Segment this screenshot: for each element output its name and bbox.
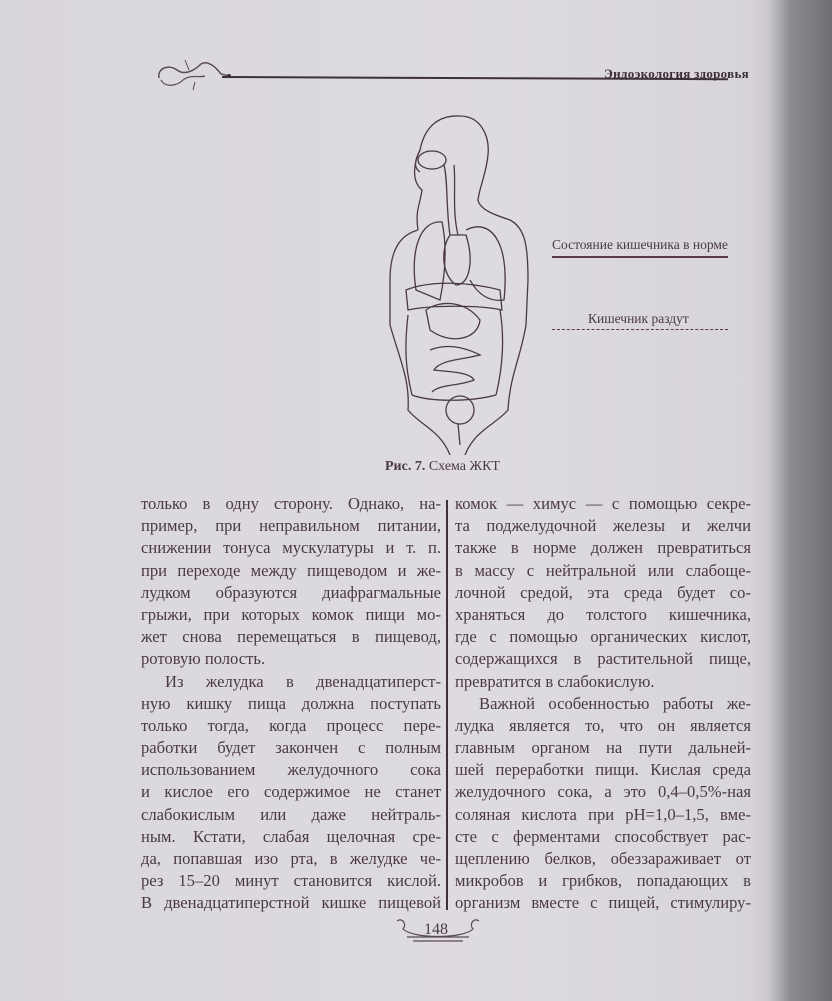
page-number: 148 [424,921,448,938]
text-line: и кислое его содержимое не станет [141,782,441,802]
text-line: пример, при неправильном питании, [141,516,441,536]
text-line: использованием желудочного сока [141,760,441,780]
caption-text: Схема ЖКТ [428,459,500,474]
text-line: шей переработки пищи. Кислая среда [455,760,751,780]
text-line: храняться до толстого кишечника, [455,604,751,624]
text-line: при переходе между пищеводом и же- [141,560,441,580]
text-line: организм вместе с пищей, стимулиру- [455,893,751,913]
text-line: жет снова перемещаться в пищевод, [141,627,441,647]
text-line: главным органом на пути дальней- [455,738,751,758]
text-line: ным. Кстати, слабая щелочная сре- [141,826,441,846]
text-line: работки будет закончен с полным [141,738,441,758]
text-line: Важной особенностью работы же- [479,693,751,713]
text-line: снижении тонуса мускулатуры и т. п. [141,538,441,558]
digestive-tract-illustration [370,110,550,455]
text-line: лочной средой, эта среда будет со- [455,582,751,602]
text-line: щеплению белков, обеззараживает от [455,849,751,868]
figure-caption [385,459,500,475]
text-line: ную кишку пища должна поступать [141,693,441,713]
label-swollen-intestine: Кишечник раздут [588,311,689,326]
text-line: сте с ферментами способствует рас- [455,826,751,846]
text-line: В двенадцатиперстной кишке пищевой [141,893,441,913]
text-line: желудочного сока, а это 0,4–0,5%-ная [455,782,751,802]
text-line: содержащихся в растительной пище, [455,649,751,669]
text-line: комок — химус — с помощью секре- [455,494,751,513]
text-line: грыжи, при которых комок пищи мо- [141,604,441,624]
text-line: слабокислым или даже нейтраль- [141,804,441,824]
legend-dashed-line [552,329,728,330]
right-text-column [455,493,751,915]
text-line: ротовую полость. [141,649,266,669]
legend-solid-line [552,256,728,258]
text-line: где с помощью органических кислот, [455,627,751,647]
running-title: Эндоэкология здоровья [604,66,749,81]
text-line: рез 15–20 минут становится кислой. [141,871,441,891]
text-line: также в норме должен превратиться [455,538,751,558]
text-line: микробов и грибков, попадающих в [455,871,751,891]
text-line: только в одну сторону. Однако, на- [141,494,441,513]
text-line: лудка является то, что он является [455,715,751,735]
text-line: лудком образуются диафрагмальные [141,582,441,602]
text-line: соляная кислота при pH=1,0–1,5, вме- [455,804,751,824]
text-line: Из желудка в двенадцатиперст- [165,671,441,691]
column-divider [446,500,448,910]
text-line: та поджелудочной железы и желчи [455,516,751,536]
caption-number: Рис. 7. [385,459,426,474]
text-line: превратится в слабокислую. [455,671,655,691]
text-line: в массу с нейтральной или слабоще- [455,560,751,580]
text-line: только тогда, когда процесс пере- [141,715,441,735]
label-normal-intestine: Состояние кишечника в норме [552,237,728,252]
left-text-column [141,493,441,915]
text-line: да, попавшая изо рта, в желудке че- [141,849,441,868]
